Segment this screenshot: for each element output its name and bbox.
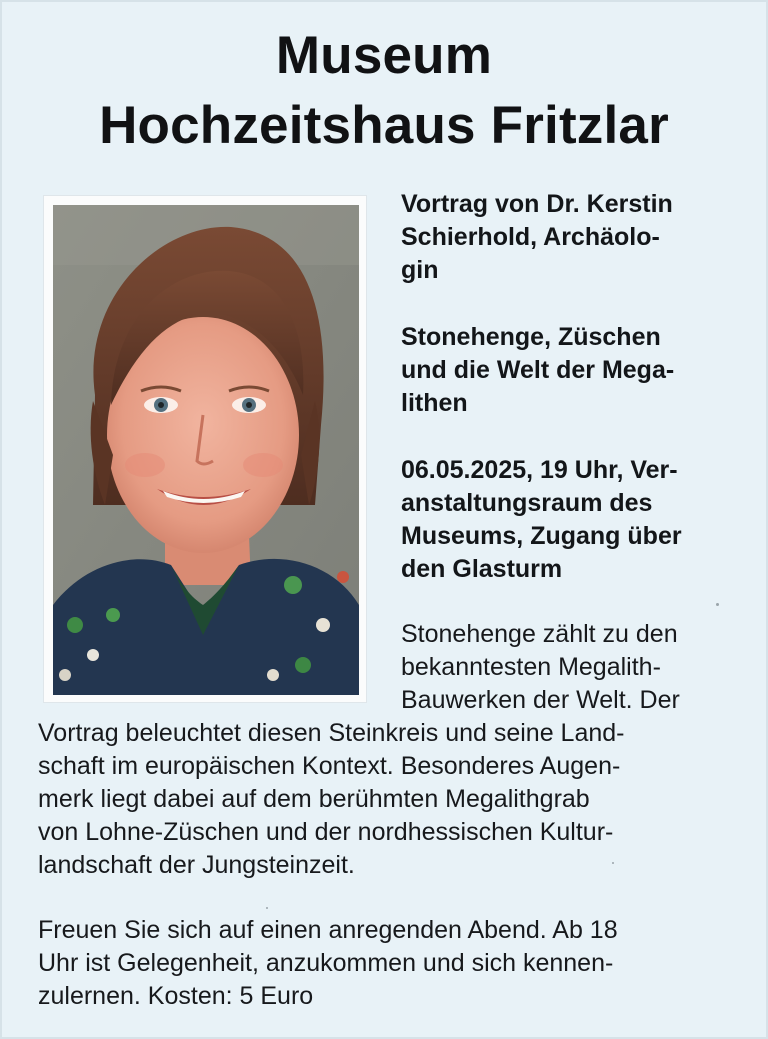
speaker-line (401, 221, 735, 254)
print-speck (612, 862, 614, 864)
description-line: schaft im europäischen Kontext. Besonderes Augen- (38, 752, 621, 780)
print-speck (266, 907, 268, 909)
description-line: bekanntesten Megalith- (401, 653, 661, 681)
talk-topic (401, 321, 735, 420)
description-full (38, 717, 735, 882)
topic-line: und die Welt der Mega- (401, 356, 675, 384)
description-line: merk liegt dabei auf dem berühmten Megalithgrab (38, 785, 590, 813)
closing-line: zulernen. Kosten: 5 Euro (38, 982, 314, 1010)
closing-line: Freuen Sie sich auf einen anregenden Abend. Ab 18 (38, 916, 618, 944)
closing-line: Uhr ist Gelegenheit, anzukommen und sich kennen- (38, 949, 614, 977)
event-details (401, 454, 735, 586)
details-line: Museums, Zugang über (401, 522, 682, 550)
topic-line: lithen (401, 389, 468, 417)
description-line: Stonehenge zählt zu den (401, 620, 678, 648)
details-line: 06.05.2025, 19 Uhr, Ver- (401, 456, 678, 484)
description-line: Bauwerken der Welt. Der (401, 686, 680, 714)
speaker-line: gin (401, 256, 439, 284)
speaker-line: Vortrag von Dr. Kerstin (401, 190, 673, 218)
speaker-word: Schierhold, Archäolo- (401, 223, 660, 251)
closing-paragraph (38, 914, 735, 1013)
description-line: Vortrag beleuchtet diesen Steinkreis und seine Land- (38, 719, 625, 747)
topic-line: Stonehenge, Züschen (401, 323, 661, 351)
details-line: anstaltungsraum des (401, 489, 653, 517)
portrait-photo-icon (53, 205, 359, 695)
description-line: von Lohne-Züschen und der nordhessischen Kultur- (38, 818, 614, 846)
page-title-line-1: Museum (275, 26, 493, 85)
portrait-photo (53, 205, 359, 695)
details-line: den Glasturm (401, 555, 563, 583)
description-line: landschaft der Jungsteinzeit. (38, 851, 355, 879)
description-wrapped (401, 618, 735, 717)
photo-frame (44, 196, 366, 702)
page-title-line-2: Hochzeitshaus Fritzlar (99, 96, 669, 155)
speaker-info (401, 188, 735, 287)
print-speck (716, 603, 719, 606)
